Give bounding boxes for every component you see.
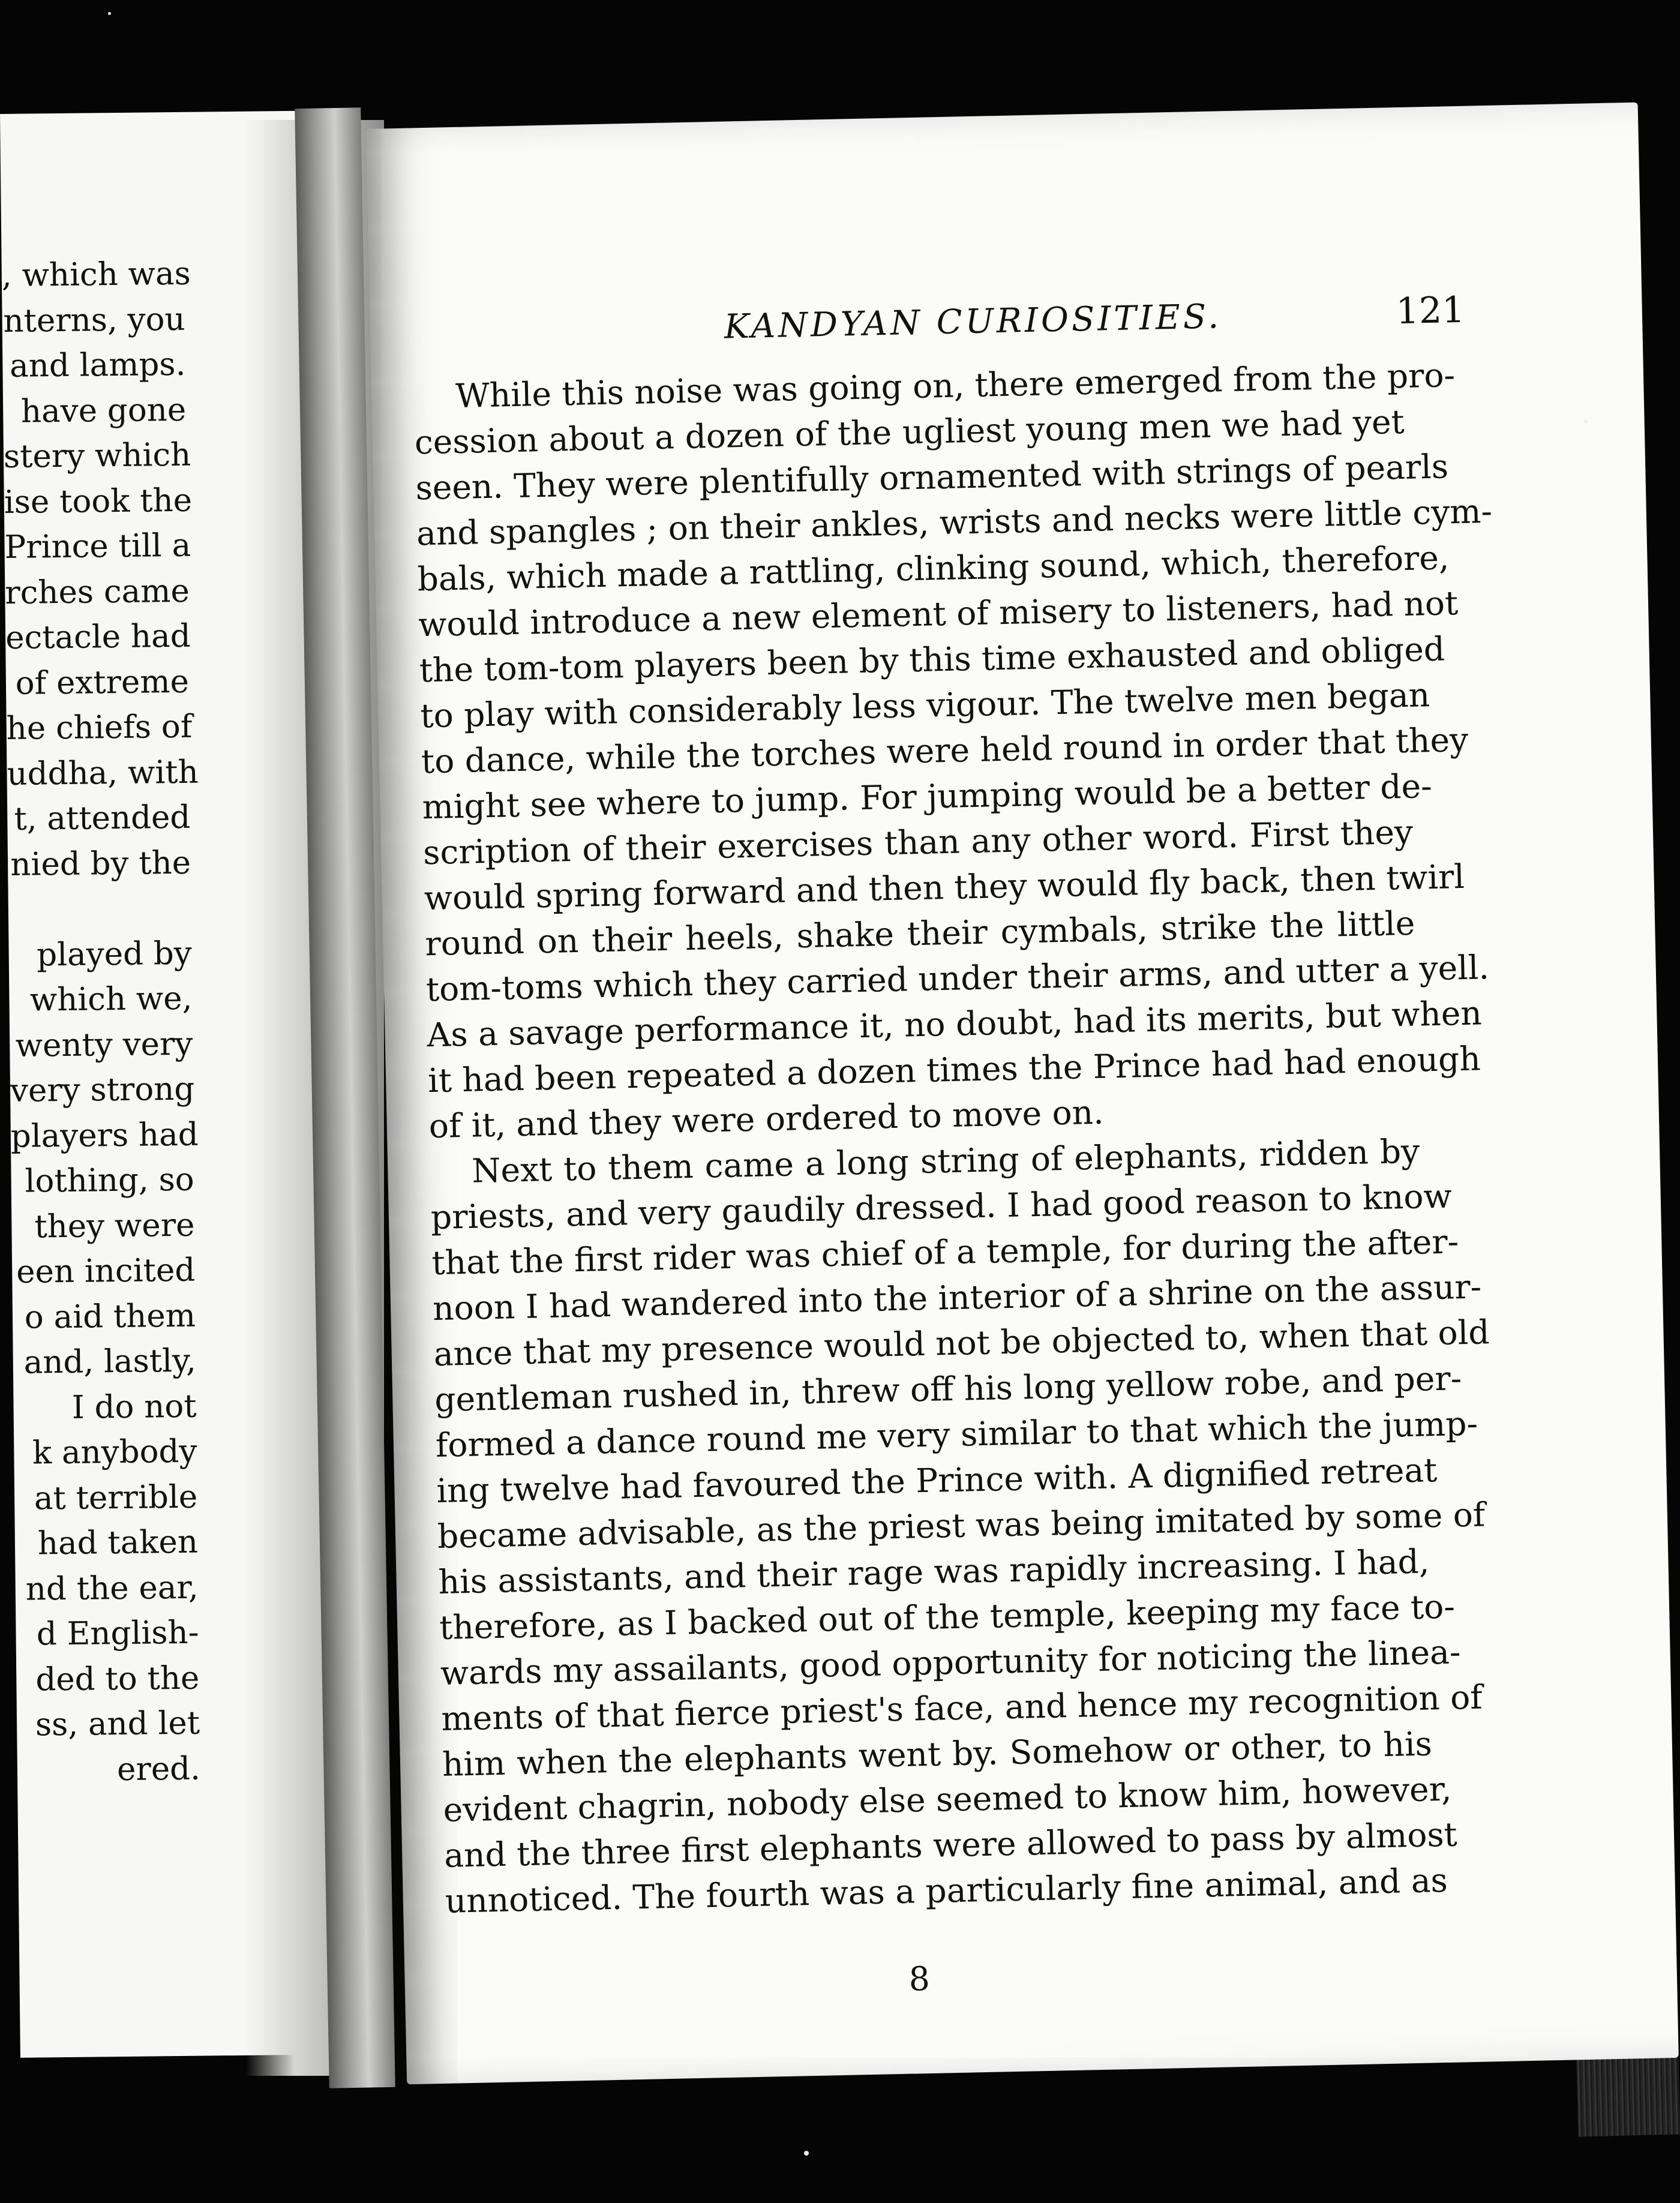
left-text-line: d English- (36, 1614, 199, 1653)
left-text-line: and lamps. (9, 346, 186, 385)
left-text-line: uddha, with (7, 754, 199, 793)
left-text-line: een incited (16, 1251, 196, 1290)
left-text-line: players had (10, 1116, 199, 1155)
left-text-line: I do not (71, 1388, 197, 1426)
left-text-line: had taken (37, 1523, 199, 1562)
text-line: therefore, as I backed out of the temple, keeping my face to- (439, 1587, 1456, 1647)
left-text-line: t, attended (14, 799, 191, 838)
right-page (366, 103, 1679, 2085)
body-text (413, 353, 1493, 1924)
text-line: ance that my presence would not be objected to, when that old (433, 1313, 1490, 1374)
left-text-line: nterns, you (3, 301, 185, 340)
text-line: bals, which made a rattling, clinking sound, which, therefore, (417, 538, 1450, 599)
running-head: KANDYAN CURIOSITIES. (724, 297, 1222, 347)
left-text-line: at terrible (34, 1478, 198, 1517)
left-text-line: ss, and let (35, 1704, 200, 1743)
text-line: round on their heels, shake their cymbals, strike the little (424, 904, 1415, 964)
left-page-text (0, 110, 336, 1788)
text-line: to play with considerably less vigour. The twelve men began (419, 676, 1430, 736)
dust-speck (108, 12, 111, 15)
signature-mark: 8 (908, 1959, 931, 1998)
text-line: would spring forward and then they would fly back, then twirl (424, 857, 1465, 918)
left-text-line: very strong (10, 1070, 195, 1109)
left-text-line: nied by the (10, 844, 191, 883)
left-text-line: ectacle had (5, 617, 191, 656)
left-text-line: played by (36, 935, 192, 973)
text-line: ing twelve had favoured the Prince with. A dignified retreat (436, 1451, 1438, 1511)
left-text-line: of extreme (15, 663, 190, 702)
text-line: cession about a dozen of the ugliest young men we had yet (414, 402, 1405, 462)
left-text-line: lothing, so (25, 1161, 194, 1200)
text-line: unnoticed. The fourth was a particularly fine animal, and as (445, 1860, 1448, 1920)
left-text-line: ise took the (4, 482, 193, 521)
left-text-line: he chiefs of (6, 708, 193, 747)
text-line: priests, and very gaudily dressed. I had good reason to know (430, 1176, 1453, 1237)
text-line: ments of that fierce priest's face, and hence my recognition of (440, 1677, 1483, 1738)
text-line: to dance, while the torches were held round in order that they (421, 720, 1469, 781)
text-line: of it, and they were ordered to move on. (428, 1093, 1105, 1146)
text-line: that the first rider was chief of a temple, for during the after- (431, 1222, 1459, 1283)
dust-speck (804, 2151, 809, 2156)
text-line: and spangles ; on their ankles, wrists and necks were little cym- (416, 491, 1493, 553)
left-text-line: , which was (1, 255, 191, 294)
text-line: and the three first elephants were allowed to pass by almost (443, 1815, 1458, 1875)
text-line: him when the elephants went by. Somehow or other, to his (442, 1724, 1433, 1784)
left-text-line: k anybody (32, 1433, 197, 1472)
left-text-line: and, lastly, (23, 1342, 197, 1381)
text-line: his assistants, and their rage was rapidly increasing. I had, (438, 1542, 1430, 1601)
text-line: scription of their exercises than any other word. First they (422, 812, 1414, 872)
text-line: evident chagrin, nobody else seemed to know him, however, (443, 1769, 1452, 1829)
left-text-line: which we, (29, 980, 193, 1019)
text-line: might see where to jump. For jumping would be a better de- (422, 767, 1433, 827)
dust-speck (1584, 420, 1588, 424)
text-line: would introduce a new element of misery to listeners, had not (418, 584, 1459, 644)
left-text-line: wenty very (15, 1025, 193, 1064)
left-text-line: rches came (5, 572, 190, 611)
text-line: gentleman rushed in, threw off his long yellow robe, and per- (434, 1359, 1462, 1419)
text-line: wards my assailants, good opportunity for noticing the linea- (440, 1632, 1462, 1692)
left-text-line: ded to the (35, 1659, 200, 1698)
text-line: As a savage performance it, no doubt, had its merits, but when (426, 994, 1483, 1055)
left-text-line: Prince till a (4, 527, 191, 566)
text-line: While this noise was going on, there emerged from the pro- (455, 356, 1456, 415)
left-text-line: they were (34, 1206, 195, 1245)
text-line: formed a dance round me very similar to that which the jump- (435, 1404, 1478, 1465)
text-line: seen. They were plentifully ornamented with strings of pearls (415, 447, 1449, 508)
text-line: it had been repeated a dozen times the Prince had had enough (427, 1039, 1481, 1100)
text-line: noon I had wandered into the interior of a shrine on the assur- (432, 1267, 1482, 1328)
left-text-line: stery which (3, 436, 191, 475)
left-text-line: nd the ear, (25, 1569, 199, 1608)
page-number: 121 (1396, 289, 1465, 333)
text-line: the tom-tom players been by this time exhausted and obliged (419, 629, 1445, 690)
left-text-line: o aid them (24, 1297, 196, 1336)
left-text-line: ered. (116, 1750, 201, 1788)
text-line: became advisable, as the priest was being imitated by some of (437, 1495, 1486, 1556)
left-text-line: have gone (20, 391, 187, 430)
text-line: Next to them came a long string of elephants, ridden by (471, 1131, 1420, 1190)
text-line: tom-toms which they carried under their arms, and utter a yell. (425, 948, 1490, 1009)
